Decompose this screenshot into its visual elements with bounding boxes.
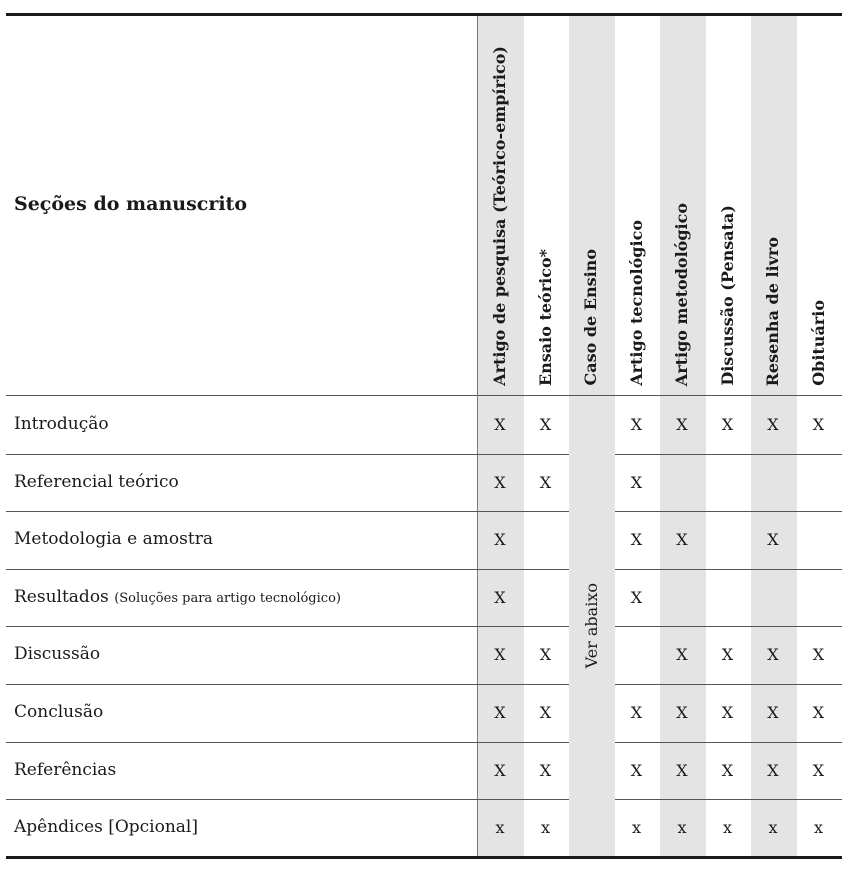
column-header-label: Artigo de pesquisa (Teórico-empírico)	[490, 46, 510, 386]
cell-mark: X	[676, 761, 688, 780]
column-header	[659, 32, 705, 386]
cell-mark: x	[631, 818, 642, 837]
row-label	[14, 472, 179, 492]
column-header-label: Caso de Ensino	[581, 249, 601, 386]
cell-mark: X	[630, 703, 643, 722]
row-label-text: Apêndices [Opcional]	[14, 817, 198, 837]
cell-mark: X	[721, 703, 734, 722]
cell-mark: X	[494, 415, 506, 434]
row-rule	[6, 684, 842, 685]
cell-mark: X	[539, 645, 552, 664]
row-label-note: (Soluções para artigo tecnológico)	[114, 591, 341, 606]
column-header	[477, 32, 523, 386]
row-label-text: Conclusão	[14, 702, 104, 722]
cell-mark: X	[767, 645, 779, 664]
row-label-text: Referências	[14, 760, 117, 780]
cell-mark: X	[676, 645, 688, 664]
cell-mark: X	[494, 530, 506, 549]
column-header-label: Obituário	[808, 300, 828, 386]
cell-mark: X	[630, 530, 643, 549]
cell-mark: X	[721, 761, 734, 780]
row-label	[14, 414, 109, 434]
cell-mark: X	[539, 415, 552, 434]
cell-mark: X	[630, 588, 643, 607]
cell-mark: X	[630, 473, 643, 492]
header-rule	[6, 395, 842, 396]
column-header	[796, 32, 842, 386]
cell-mark: X	[630, 761, 643, 780]
top-rule	[6, 13, 842, 16]
cell-mark: X	[767, 703, 779, 722]
row-label-text: Referencial teórico	[14, 472, 179, 492]
cell-mark: X	[494, 703, 506, 722]
column-header-label: Ensaio teórico*	[535, 248, 555, 386]
merged-cell	[569, 396, 615, 856]
row-label	[14, 644, 100, 664]
cell-mark: X	[812, 703, 825, 722]
sections-header: Seções do manuscrito	[14, 193, 248, 215]
row-label-text: Resultados	[14, 587, 109, 607]
column-header	[523, 32, 569, 386]
row-label-text: Metodologia e amostra	[14, 529, 213, 549]
cell-mark: x	[495, 818, 505, 837]
column-header	[614, 32, 660, 386]
cell-mark: x	[540, 818, 551, 837]
cell-mark: X	[494, 645, 506, 664]
cell-mark: X	[494, 588, 506, 607]
row-label	[14, 587, 341, 607]
cell-mark: x	[722, 818, 733, 837]
cell-mark: X	[539, 761, 552, 780]
cell-mark: x	[813, 818, 824, 837]
cell-mark: X	[767, 761, 779, 780]
cell-mark: x	[677, 818, 687, 837]
row-rule	[6, 511, 842, 512]
row-rule	[6, 799, 842, 800]
row-rule	[6, 742, 842, 743]
row-rule	[6, 569, 842, 570]
column-header	[750, 32, 796, 386]
column-header-label: Artigo tecnológico	[626, 220, 646, 386]
column-header	[705, 32, 751, 386]
merged-cell-text: Ver abaixo	[582, 583, 602, 669]
column-header-label: Artigo metodológico	[672, 202, 692, 386]
row-label	[14, 702, 103, 722]
row-label-text: Discussão	[14, 644, 101, 664]
row-rule	[6, 626, 842, 627]
cell-mark: X	[494, 761, 506, 780]
column-header	[568, 32, 614, 386]
cell-mark: X	[676, 530, 688, 549]
row-label	[14, 817, 198, 837]
cell-mark: X	[721, 645, 734, 664]
cell-mark: X	[767, 530, 779, 549]
cell-mark: X	[812, 415, 825, 434]
cell-mark: X	[494, 473, 506, 492]
cell-mark: X	[539, 703, 552, 722]
bottom-rule	[6, 856, 842, 859]
cell-mark: X	[676, 415, 688, 434]
row-rule	[6, 454, 842, 455]
sections-table	[6, 0, 844, 876]
row-label-text: Introdução	[14, 414, 109, 434]
column-header-label: Resenha de livro	[763, 236, 783, 386]
row-label	[14, 529, 213, 549]
cell-mark: X	[630, 415, 643, 434]
cell-mark: X	[812, 761, 825, 780]
cell-mark: x	[768, 818, 778, 837]
cell-mark: X	[676, 703, 688, 722]
column-header-label: Discussão (Pensata)	[717, 205, 737, 386]
row-label	[14, 760, 116, 780]
cell-mark: X	[539, 473, 552, 492]
cell-mark: X	[767, 415, 779, 434]
cell-mark: X	[812, 645, 825, 664]
cell-mark: X	[721, 415, 734, 434]
